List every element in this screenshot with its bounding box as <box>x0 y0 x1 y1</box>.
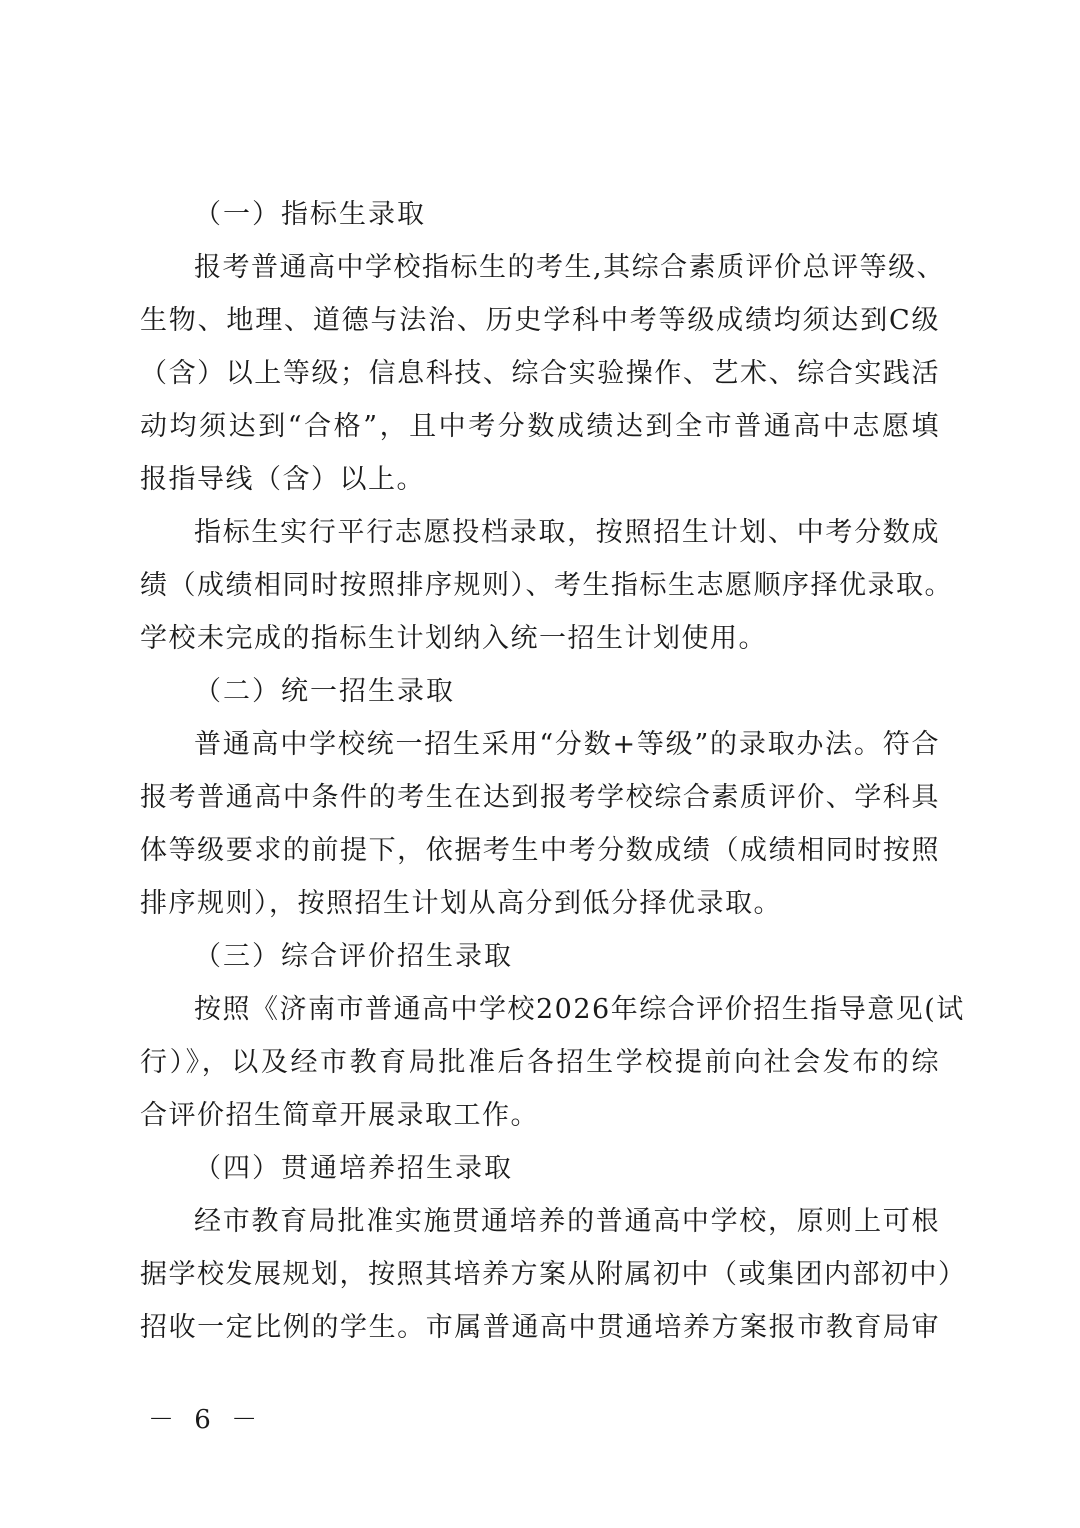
section-heading-4: （四）贯通培养招生录取 <box>194 1153 513 1184</box>
text-line: 普通高中学校统一招生采用“分数+等级”的录取办法。符合 <box>194 729 940 760</box>
text-line: 绩（成绩相同时按照排序规则）、考生指标生志愿顺序择优录取。 <box>140 570 953 601</box>
text-line: （含）以上等级；信息科技、综合实验操作、艺术、综合实践活 <box>140 358 940 389</box>
text-line: 报指导线（含）以上。 <box>140 464 425 495</box>
document-body <box>140 188 967 1354</box>
paragraph <box>140 241 946 506</box>
text-line: 学校未完成的指标生计划纳入统一招生计划使用。 <box>140 623 767 654</box>
text-line: 排序规则），按照招生计划从高分到低分择优录取。 <box>140 888 782 919</box>
text-line: 招收一定比例的学生。市属普通高中贯通培养方案报市教育局审 <box>140 1312 940 1343</box>
text-line: 经市教育局批准实施贯通培养的普通高中学校，原则上可根 <box>194 1206 940 1237</box>
text-line: 行）》，以及经市教育局批准后各招生学校提前向社会发布的综 <box>140 1047 940 1078</box>
paragraph <box>140 983 965 1142</box>
text-line: 报考普通高中学校指标生的考生,其综合素质评价总评等级、 <box>194 252 946 283</box>
text-line: 按照《济南市普通高中学校2026年综合评价招生指导意见(试 <box>194 994 965 1025</box>
section-heading-2: （二）统一招生录取 <box>194 676 455 707</box>
section-heading-1: （一）指标生录取 <box>194 199 426 230</box>
text-line: 报考普通高中条件的考生在达到报考学校综合素质评价、学科具 <box>140 782 940 813</box>
paragraph <box>140 718 940 930</box>
text-line: 生物、地理、道德与法治、历史学科中考等级成绩均须达到C级 <box>140 305 940 336</box>
text-line: 合评价招生简章开展录取工作。 <box>140 1100 539 1131</box>
text-line: 据学校发展规划，按照其培养方案从附属初中（或集团内部初中） <box>140 1259 967 1290</box>
section-heading-3: （三）综合评价招生录取 <box>194 941 513 972</box>
page-number: － 6 － <box>148 1405 264 1435</box>
text-line: 动均须达到“合格”，且中考分数成绩达到全市普通高中志愿填 <box>140 411 940 442</box>
paragraph <box>140 506 953 665</box>
text-line: 体等级要求的前提下，依据考生中考分数成绩（成绩相同时按照 <box>140 835 940 866</box>
paragraph <box>140 1195 967 1354</box>
text-line: 指标生实行平行志愿投档录取，按照招生计划、中考分数成 <box>194 517 940 548</box>
